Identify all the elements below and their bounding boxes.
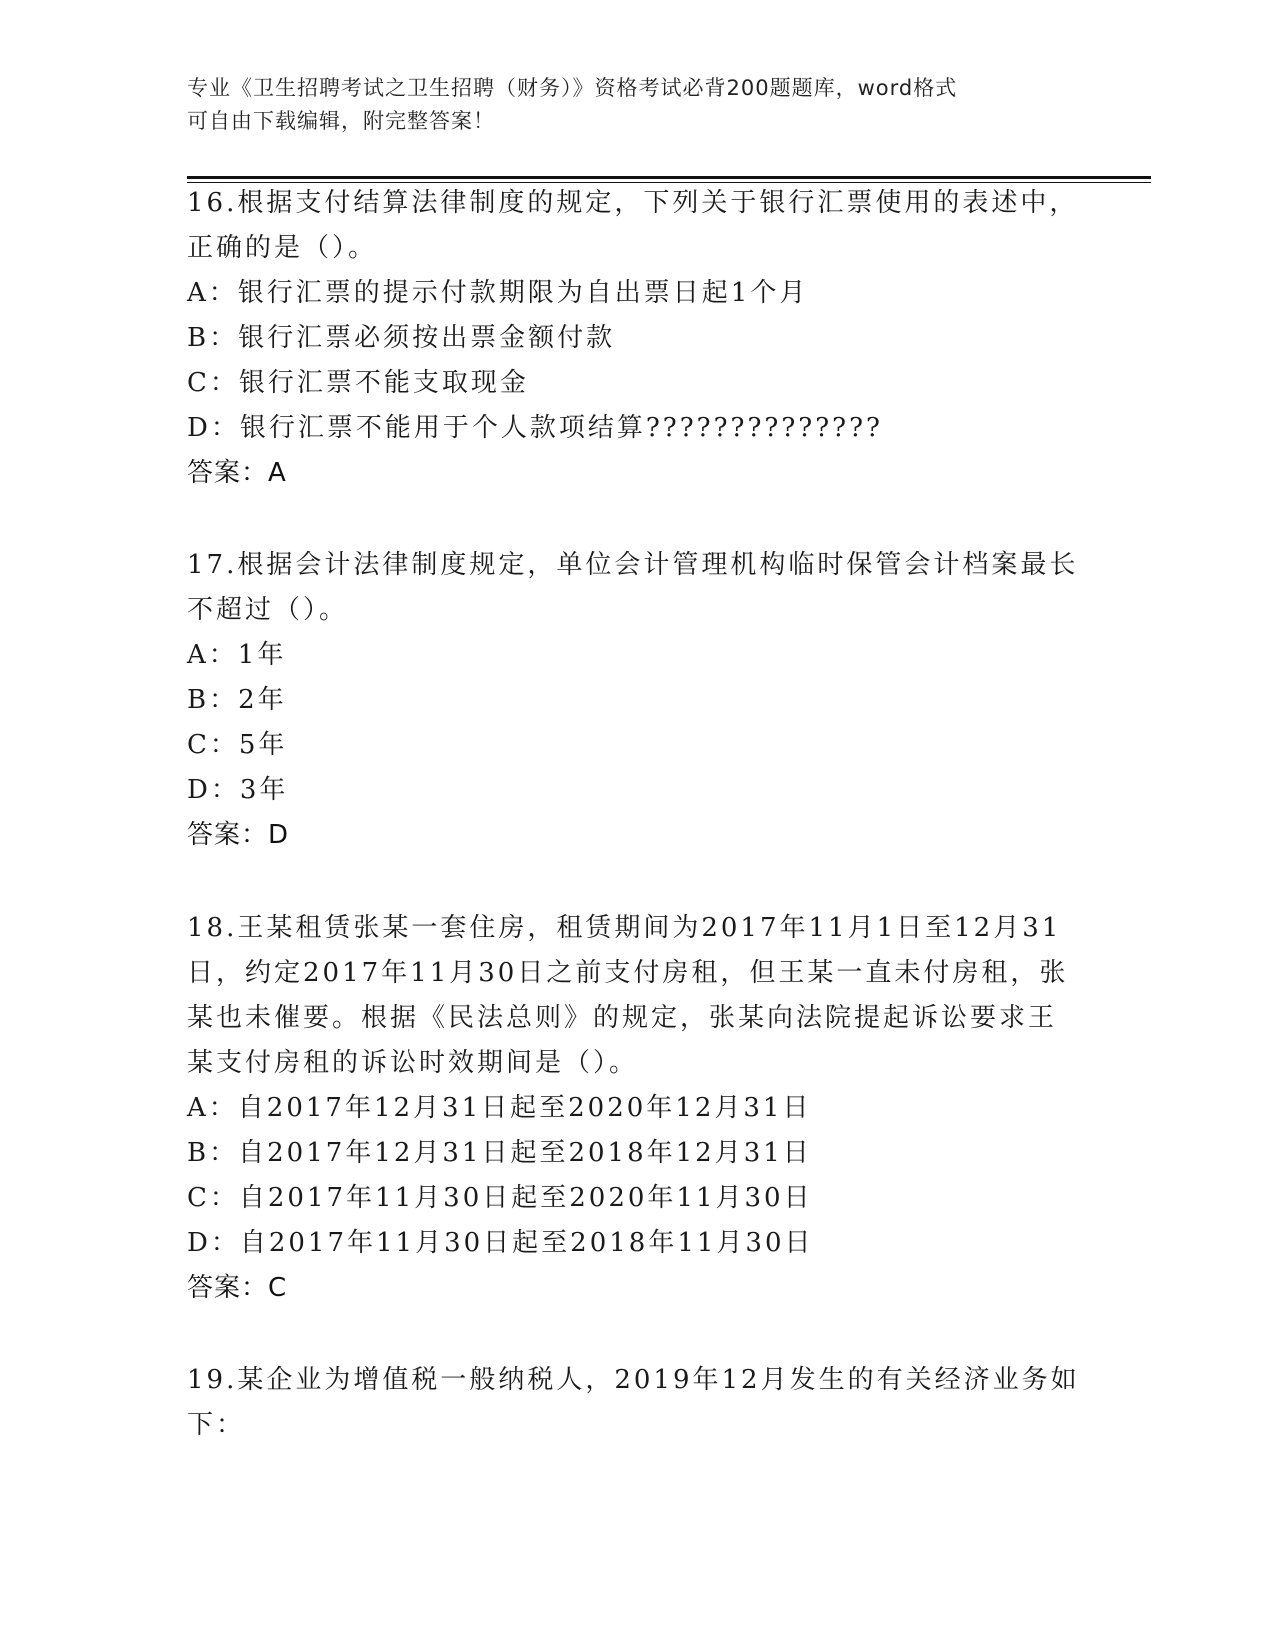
answer-line: 答案：D [187,820,290,850]
option-a: A：1年 [187,640,287,670]
question-stem-line: 17.根据会计法律制度规定，单位会计管理机构临时保管会计档案最长 [187,550,1079,580]
question-stem-line: 正确的是（）。 [187,233,378,263]
question-19 [187,1358,1087,1448]
option-d: D：银行汇票不能用于个人款项结算?????????????? [187,413,883,443]
question-stem-line: 某支付房租的诉讼时效期间是（）。 [187,1048,639,1078]
question-stem-line: 下： [187,1410,246,1440]
option-a: A：银行汇票的提示付款期限为自出票日起1个月 [187,278,809,308]
option-d: D：3年 [187,775,289,805]
answer-line: 答案：C [187,1273,288,1303]
option-c: C：5年 [187,730,288,760]
question-stem-line: 某也未催要。根据《民法总则》的规定，张某向法院提起诉讼要求王 [187,1003,1058,1033]
header-line-2: 可自由下载编辑，附完整答案！ [187,109,495,133]
header-line-1: 专业《卫生招聘考试之卫生招聘（财务）》资格考试必背200题题库，word格式 [187,76,958,100]
question-stem-line: 19.某企业为增值税一般纳税人，2019年12月发生的有关经济业务如 [187,1365,1080,1395]
question-17 [187,543,1087,858]
question-18 [187,906,1087,1311]
question-16 [187,181,1087,496]
question-stem-line: 日，约定2017年11月30日之前支付房租，但王某一直未付房租，张 [187,958,1069,988]
document-header [187,72,1087,138]
option-d: D：自2017年11月30日起至2018年11月30日 [187,1228,814,1258]
question-stem-line: 不超过（）。 [187,595,349,625]
option-b: B：2年 [187,685,287,715]
option-b: B：自2017年12月31日起至2018年12月31日 [187,1138,812,1168]
question-stem-line: 16.根据支付结算法律制度的规定，下列关于银行汇票使用的表述中， [187,188,1079,218]
answer-line: 答案：A [187,458,287,488]
header-divider-thick [187,176,1151,179]
option-c: C：银行汇票不能支取现金 [187,368,529,398]
option-a: A：自2017年12月31日起至2020年12月31日 [187,1093,812,1123]
question-stem-line: 18.王某租赁张某一套住房，租赁期间为2017年11月1日至12月31 [187,913,1062,943]
option-c: C：自2017年11月30日起至2020年11月30日 [187,1183,813,1213]
option-b: B：银行汇票必须按出票金额付款 [187,323,616,353]
